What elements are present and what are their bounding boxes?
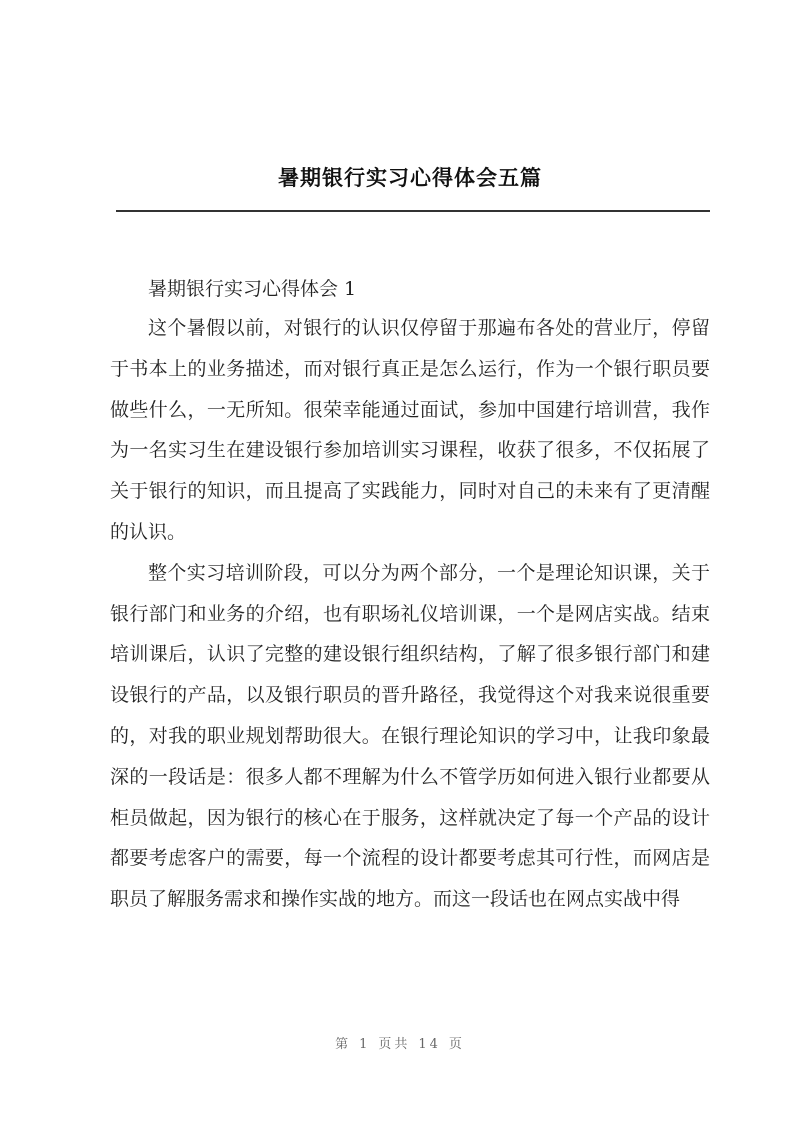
paragraph-1: 这个暑假以前，对银行的认识仅停留于那遍布各处的营业厅，停留于书本上的业务描述，而对银行真正是怎么运行，作为一个银行职员要做些什么，一无所知。很荣幸能通过面试，参加中国建行培训营，我作为一名实习生在建设银行参加培训实习课程，收获了很多，不仅拓展了关于银行的知识，而且提高了实践能力，同时对自己的未来有了更清醒的认识。 (110, 317, 710, 543)
document-title: 暑期银行实习心得体会五篇 (278, 165, 542, 190)
title-underline (116, 210, 710, 212)
section-heading: 暑期银行实习心得体会 1 (148, 278, 357, 300)
paragraph-2: 整个实习培训阶段，可以分为两个部分，一个是理论知识课，关于银行部门和业务的介绍，也有职场礼仪培训课，一个是网店实战。结束培训课后，认识了完整的建设银行组织结构，了解了很多银行部门和建设银行的产品，以及银行职员的晋升路径，我觉得这个对我来说很重要的，对我的职业规划帮助很大。在银行理论知识的学习中，让我印象最深的一段话是：很多人都不理解为什么不管学历如何进入银行业都要从柜员做起，因为银行的核心在于服务，这样就决定了每一个产品的设计都要考虑客户的需要，每一个流程的设计都要考虑其可行性，而网店是职员了解服务需求和操作实战的地方。而这一段话也在网点实战中得 (110, 561, 710, 911)
document-body (110, 270, 710, 920)
footer-page-prefix: 第 (335, 1037, 352, 1052)
footer-page-middle: 页共 (378, 1037, 411, 1052)
page-footer (0, 1033, 800, 1052)
footer-page-number: 1 (359, 1037, 371, 1052)
footer-page-suffix: 页 (448, 1037, 465, 1052)
footer-total-pages: 14 (418, 1037, 441, 1052)
